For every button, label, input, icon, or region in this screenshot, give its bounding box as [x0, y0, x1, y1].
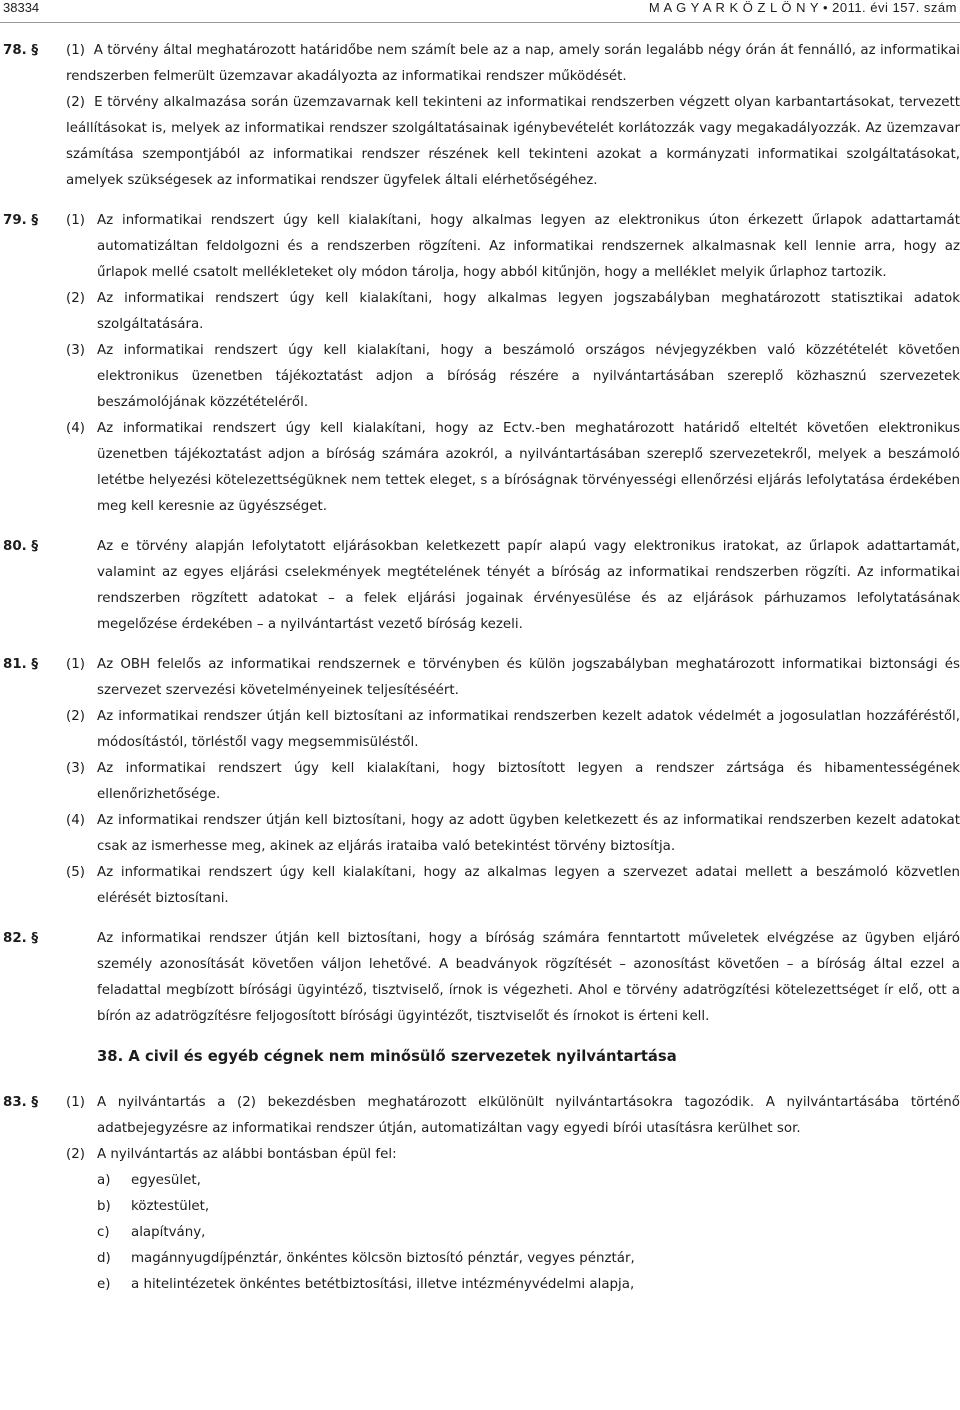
- paragraph-number: (1): [66, 43, 85, 58]
- chapter-title: 38. A civil és egyéb cégnek nem minősülő szervezetek nyilvántartása: [97, 1048, 677, 1065]
- section-number: 79. §: [3, 213, 39, 228]
- paragraph: [0, 286, 960, 338]
- paragraph: [0, 652, 960, 704]
- list-item-text: egyesület,: [131, 1173, 201, 1188]
- paragraph: [0, 38, 960, 90]
- paragraph-number: (2): [66, 709, 85, 724]
- paragraph-text: Az informatikai rendszert úgy kell kialakítani, hogy biztosított legyen a rendszer zártsága és hibamentességének ellenőrizhetősége.: [97, 761, 960, 802]
- section-number: 78. §: [3, 43, 39, 58]
- paragraph-text: Az informatikai rendszert úgy kell kialakítani, hogy a beszámoló országos névjegyzékben való közzétételét követően elektronikus üzenetben tájékoztatást adjon a bíróság részére a nyilvántartásában szereplő közhasznú szervezetek beszámolójának közzétételéről.: [97, 343, 960, 410]
- paragraph-number: (2): [66, 95, 85, 110]
- paragraph-text: Az informatikai rendszert úgy kell kialakítani, hogy az Ectv.-ben meghatározott határidő elteltét követően elektronikus üzenetben tájékoztatást adjon a bíróság számára azokról, a nyilvántartásában szereplő szervezetekről, melyek a beszámoló letétbe helyezési kötelezettségüknek nem tettek eleget, s a bíróságnak törvényességi ellenőrzési eljárás lefolytatása érdekében meg kell keresnie az ügyészséget.: [97, 421, 960, 514]
- list-item-text: alapítvány,: [131, 1225, 206, 1240]
- list-item-text: a hitelintézetek önkéntes betétbiztosítási, illetve intézményvédelmi alapja,: [131, 1277, 635, 1292]
- paragraph-text: A nyilvántartás az alábbi bontásban épül fel:: [97, 1147, 397, 1162]
- paragraph-text: Az e törvény alapján lefolytatott eljárásokban keletkezett papír alapú vagy elektronikus iratokat, az űrlapok adattartamát, valamint az egyes eljárási cselekmények megtételének tényét a bíróság az informatikai rendszerben rögzíti. Az informatikai rendszerben rögzített adatokat – a felek eljárási jogainak érvényesülése és az eljárások párhuzamos lefolytatásának megelőzése érdekében – a nyilvántartást vezető bíróság kezeli.: [97, 539, 960, 632]
- paragraph: [0, 808, 960, 860]
- list-item: [97, 1220, 960, 1246]
- paragraph-number: (1): [66, 213, 85, 228]
- paragraph: [0, 860, 960, 912]
- paragraph-text: Az informatikai rendszer útján kell biztosítani, hogy az adott ügyben keletkezett és az informatikai rendszerben kezelt adatokat csak az ismerhesse meg, akinek az eljárás irataiba való betekintést törvény biztosítja.: [97, 813, 960, 854]
- document-body: [0, 38, 960, 1312]
- paragraph: [0, 338, 960, 416]
- paragraph-number: (4): [66, 421, 85, 436]
- paragraph-number: (1): [66, 657, 85, 672]
- paragraph: [0, 756, 960, 808]
- paragraph-number: (4): [66, 813, 85, 828]
- list-item: [97, 1272, 960, 1298]
- paragraph: [0, 90, 960, 194]
- list-item-text: köztestület,: [131, 1199, 210, 1214]
- paragraph-number: (5): [66, 865, 85, 880]
- paragraph-text: Az informatikai rendszer útján kell biztosítani, hogy a bíróság számára fenntartott műveletek elvégzése az ügyben eljáró személy azonosítását követően váljon lehetővé. A beadványok rögzítését – azonosítást követően – a bíróság által ezzel a feladattal megbízott bírósági ügyintéző, tisztviselő, írnok is végezheti. Ahol e törvény adatrögzítési kötelezettséget ír elő, ott a bírón az adatrögzítésre feljogosított bírósági ügyintézőt, tisztviselőt és írnokot is érteni kell.: [97, 931, 960, 1024]
- paragraph-number: (3): [66, 761, 85, 776]
- paragraph-number: (3): [66, 343, 85, 358]
- paragraph: [0, 704, 960, 756]
- paragraph-number: (1): [66, 1095, 85, 1110]
- paragraph-text: Az informatikai rendszert úgy kell kialakítani, hogy alkalmas legyen jogszabályban meghatározott statisztikai adatok szolgáltatására.: [97, 291, 960, 332]
- section-number: 81. §: [3, 657, 39, 672]
- section-82: [0, 926, 960, 1030]
- paragraph-text: Az informatikai rendszer útján kell biztosítani az informatikai rendszerben kezelt adatok védelmét a jogosulatlan hozzáféréstől, módosítástól, törléstől vagy megsemmisüléstől.: [97, 709, 960, 750]
- section-79: [0, 208, 960, 520]
- paragraph-text: E törvény alkalmazása során üzemzavarnak kell tekinteni az informatikai rendszerben végzett olyan karbantartásokat, tervezett leállításokat is, melyek az informatikai rendszer szolgáltatásainak igénybevételét korlátozzák vagy megakadályozzák. Az üzemzavar számítása szempontjából az informatikai rendszer részének kell tekinteni azokat a kormányzati informatikai szolgáltatásokat, amelyek szükségesek az informatikai rendszer ügyfelek általi elérhetőségéhez.: [66, 95, 960, 188]
- page-number: 38334: [3, 0, 40, 15]
- list-item-label: e): [97, 1277, 111, 1292]
- list-item-label: b): [97, 1199, 111, 1214]
- section-81: [0, 652, 960, 912]
- paragraph: [0, 1142, 960, 1168]
- paragraph: [0, 534, 960, 638]
- section-number: 83. §: [3, 1095, 39, 1110]
- paragraph-text: Az OBH felelős az informatikai rendszernek e törvényben és külön jogszabályban meghatározott informatikai biztonsági és szervezet szervezési követelményeinek teljesítéséért.: [97, 657, 960, 698]
- list-item: [97, 1194, 960, 1220]
- list-item-text: magánnyugdíjpénztár, önkéntes kölcsön biztosító pénztár, vegyes pénztár,: [131, 1251, 635, 1266]
- page-header: [0, 0, 960, 23]
- paragraph-text: A törvény által meghatározott határidőbe nem számít bele az a nap, amely során legalább négy órán át fennálló, az informatikai rendszerben felmerült üzemzavar akadályozta az informatikai rendszer működését.: [66, 43, 960, 84]
- section-83: [0, 1090, 960, 1298]
- list-item-label: d): [97, 1251, 111, 1266]
- section-78: [0, 38, 960, 194]
- paragraph-text: Az informatikai rendszert úgy kell kialakítani, hogy alkalmas legyen az elektronikus úton érkezett űrlapok adattartamát automatizáltan feldolgozni és a rendszerben rögzíteni. Az informatikai rendszernek alkalmasnak kell lennie arra, hogy az űrlapok mellé csatolt mellékleteket oly módon tárolja, hogy abból kitűnjön, hogy a melléklet melyik űrlaphoz tartozik.: [97, 213, 960, 280]
- section-number: 82. §: [3, 931, 39, 946]
- section-number: 80. §: [3, 539, 39, 554]
- list-item-label: c): [97, 1225, 110, 1240]
- list-item-label: a): [97, 1173, 111, 1188]
- paragraph-text: A nyilvántartás a (2) bekezdésben meghatározott elkülönült nyilvántartásokra tagozódik. A nyilvántartásába történő adatbejegyzésre az informatikai rendszer útján, automatizáltan vagy egyedi bírói utasításra kerülhet sor.: [97, 1095, 960, 1136]
- paragraph-number: (2): [66, 1147, 85, 1162]
- journal-title: M A G Y A R K Ö Z L Ö N Y • 2011. évi 157. szám: [648, 0, 957, 15]
- paragraph-text: Az informatikai rendszert úgy kell kialakítani, hogy az alkalmas legyen a szervezet adatai mellett a beszámoló közvetlen elérését biztosítani.: [97, 865, 960, 906]
- list-item: [97, 1246, 960, 1272]
- paragraph: [0, 926, 960, 1030]
- paragraph: [0, 1090, 960, 1142]
- paragraph: [0, 416, 960, 520]
- paragraph: [0, 208, 960, 286]
- list-item: [97, 1168, 960, 1194]
- paragraph-number: (2): [66, 291, 85, 306]
- enumeration-list: [0, 1168, 960, 1298]
- section-80: [0, 534, 960, 638]
